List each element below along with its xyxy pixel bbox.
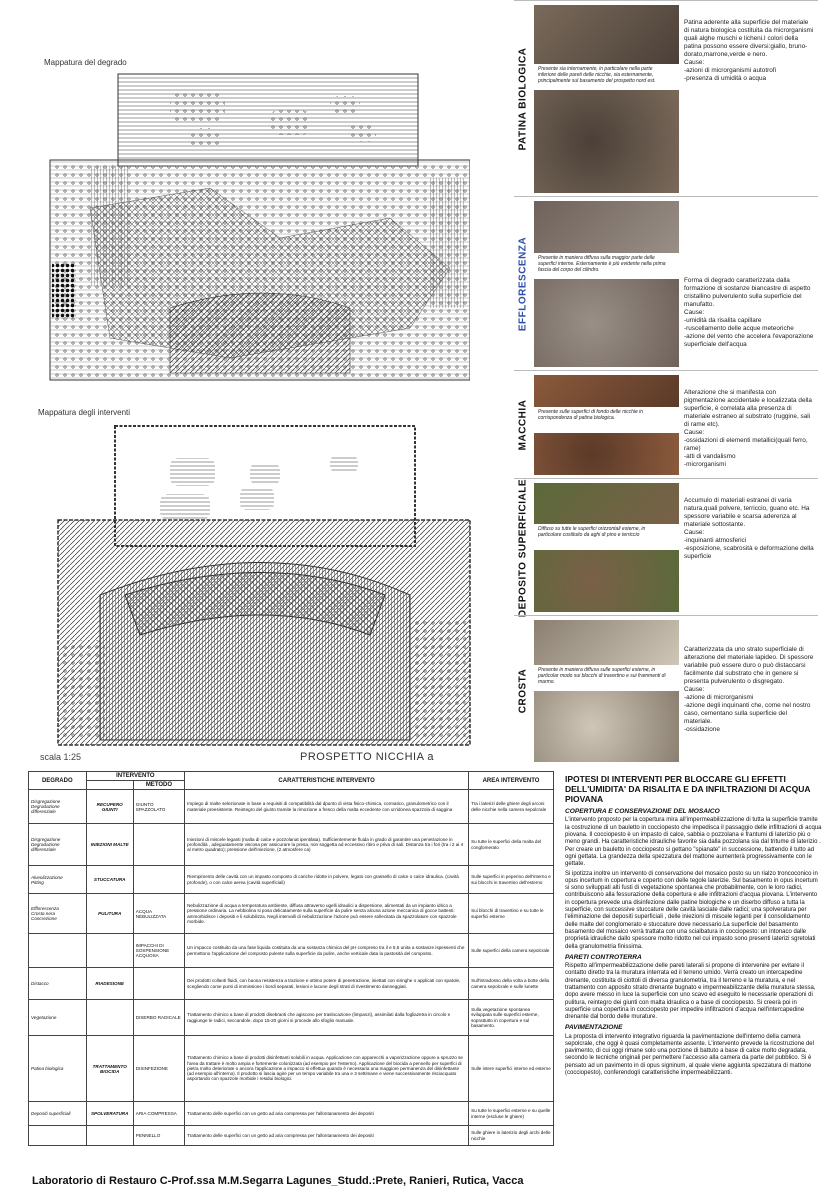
degradation-panel (514, 370, 818, 479)
degradation-photo (534, 279, 679, 367)
description-line: Cause: (684, 309, 705, 316)
description-line: -umidità da risalita capillare (684, 317, 762, 324)
cell-caratteristiche: Riempimento delle cavità con un impasto composto di cariche ridotte in polvere, legato con grassello di calce o calce idraulica. (cavità profonde), o con calce aerea (cavità superficiali) (185, 866, 469, 894)
panel-label (514, 616, 532, 766)
description-line: Forma di degrado caratterizzata dalla formazione di sostanze biancastre di aspetto cristallino pulverulento sulla superficie del manufatto. (684, 277, 811, 308)
th-degrado: DEGRADO (29, 772, 87, 790)
cell-metodo: IMPACCHI DI SOSPENSIONE ACQUOSA (133, 934, 184, 968)
panel-description (684, 389, 814, 469)
description-line: -esposizione, scabrosità e deformazione della superficie (684, 545, 814, 560)
cell-area: Tra i laterizi delle ghiere degli arconi delle nicchie nella camera sepolcrale (469, 790, 554, 824)
footer-credits: Laboratorio di Restauro C-Prof.ssa M.M.Segarra Lagunes_Studd.:Prete, Ranieri, Rutica, Vacca (32, 1175, 524, 1187)
hypothesis-title: IPOTESI DI INTERVENTI PER BLOCCARE GLI EFFETTI DELL'UMIDITA' DA RISALITA E DA INFILTRAZIONI DI ACQUA PIOVANA (565, 774, 811, 804)
drawing-scale: scala 1:25 (40, 752, 82, 762)
interventions-table (28, 771, 554, 1146)
table-row (29, 866, 554, 894)
cell-metodo: PENNELLO (133, 1126, 184, 1146)
cell-area: Sulle superfici della camera sepolcrale (469, 934, 554, 968)
description-line: Cause: (684, 59, 705, 66)
panel-description (684, 277, 814, 349)
panel-label (514, 1, 532, 197)
paragraph: Si ipotizza inoltre un intervento di conservazione del mosaico posto su un rialzo troncoconico in opus incertum in copertura e coperto con delle tegole laterizie. Sul basamento in opus incertum si sono sviluppati alti fusti di vegetazione spontanea che probabilmente, con le loro radici, contribuiscono alla fessurazione della copertura e alle infiltrazioni d'acqua piovana. L'intervento in copertura prevede una disinfezione dalle patine biologiche e un diserbo diffuso a tutta la superficie, con successive stuccature delle cavità lasciate dalle radici; una spolveratura per l'eliminazione dei depositi superficiali , delle iniezioni di miscele leganti per il consolidamento delle malte del conglomerato e stuccature dove necessario.La superficie del basamento basamento del mosaico verrà trattata con una scialbatura in cocciopesto: un intonaco dalle proprietà idrauliche dallo spessore molto ridotto nel cui impasto sono presenti laterizi sgretolati della granulometria finissima. (565, 870, 818, 950)
cell-intervento: RIADESIONE (86, 968, 133, 1000)
cell-caratteristiche: Trattamento chimico a base di prodotti disinfettanti solubili in acqua. Applicazione con apparecchi a vaporizzazione oppure a spruzzo se l'area da trattare è molto ampia e fortemente colonizzata (ad esempio per l'esterno). Applicazione del biocida a pennello per superfici di pietra molto deteriorate o ancora l'applicazione a impacco si effettua quando è necessaria una maggiore permanenza del disinfettante (ad esempio all'interno). Il prodotto si lascia agire per un tempo variabile tra una e 3 settimane e viene successivamente risciacquato asportando con spazzole morbide i residui biologici. (185, 1036, 469, 1102)
degradation-panel (514, 478, 818, 616)
table-row (29, 1000, 554, 1036)
cell-degrado: Efflorescenza Crosta nera Concrezione (29, 894, 87, 934)
cell-caratteristiche: Un impacco costituito da una fase liquida costituita da una sostanza chimica del pH compreso tra il e 5,5 unita a sostanze ispessenti che permettono l'applicazione del composto pulente sulla superficie da pulire, anche verticale data la pastosità del composto. (185, 934, 469, 968)
cell-area: Su tutte le superfici della malta del conglomerato (469, 824, 554, 866)
intervention-hypothesis-text (565, 775, 823, 1079)
section-copertura: COPERTURA E CONSERVAZIONE DEL MOSAICO (565, 808, 720, 816)
paragraph: Rispetto all'impermeabilizzazione delle pareti laterali si propone di intervenire per evitare il contatto diretto tra la muratura interrata ed il terreno umido. Verrà creato un intercapedine drenante, costituita di ciottoli di diversa granulometria, tra il terreno e la muratura, e nel trattamento con apposito strato drenante bugnato e impermeabilizzante della muratura stessa, dopo avere messo in luce la superficie con uno scavo ed eseguito le necessarie operazioni di pulitura, reintegro dei giunti con malta idraulica o a base di cocciopesto. Si creerà poi in superficie una copertina in cocciopesto per impedire infiltrazioni d'acqua nell'intercapedine drenante dal bordo delle murature. (565, 962, 816, 1021)
cell-area: Sulla vegetazione spontanea sviluppata sulle superfici esterne, soprattutto in copertura e sul basamento. (469, 1000, 554, 1036)
degradation-panel (514, 0, 818, 197)
cell-intervento: STUCCATURA (86, 866, 133, 894)
panel-location-note: Presente sia internamente, in particolare nella parte inferiore delle pareti delle nicchie, sia esternamente, principalmente sul basamento del prospetto nord est. (538, 66, 656, 84)
description-line: Cause: (684, 429, 705, 436)
description-line: -ossidazione (684, 726, 720, 733)
cell-intervento (86, 934, 133, 968)
description-line: Cause: (684, 529, 705, 536)
panel-location-note: Presente in maniera diffusa sulle superfici esterne, in particolar modo sui blocchi di travertino e sui frammenti di marmo. (538, 667, 666, 685)
degradation-photo (534, 691, 679, 762)
degradation-photo (534, 375, 679, 407)
description-line: Caratterizzata da uno strato superficiale di alterazione del materiale lapideo. Di spessore variabile può essere duro o può distaccarsi facilmente dal substrato che in genere si presenta pulverulento o disgregato. (684, 646, 814, 685)
cell-caratteristiche: Nebulizzazione di acqua a temperatura ambiente, diffusa attraverso ugelli idraulici a dispersione, alimentati da un impianto idrico a pressione ordinaria. La nebbiolina si posa delicatamente sulla superficie da pulire senza alcuna azione meccanica di gocce battenti: ammorbidisce i depositi e li solubilizza. Negli intervalli di nebulizzazione l'azione può essere sollecitata da spazzolature con spazzole morbide. (185, 894, 469, 934)
degradation-photo (534, 550, 679, 612)
panel-label-text: MACCHIA (517, 399, 529, 451)
panel-label (514, 371, 532, 479)
cell-degrado: Disgregazione Degradazione differenziale (29, 824, 87, 866)
description-line: -azione del vento che accelera l'evaporazione superficiale dell'acqua (684, 333, 814, 348)
panel-label-text: DEPOSITO SUPERFICIALE (517, 478, 529, 617)
section-pavimentazione: PAVIMENTAZIONE (565, 1024, 623, 1032)
description-line: -azioni di microrganismi autotrofi (684, 67, 776, 74)
cell-degrado: Vegetazione (29, 1000, 87, 1036)
degradation-photo (534, 201, 679, 253)
description-line: Patina aderente alla superficie del materiale di natura biologica costituita da microrganismi quali alghe muschi e licheni.I colori della patina possono essere diversi:giallo, bruno-dorato,marrone,verde e nero. (684, 19, 814, 58)
degradation-panel (514, 615, 818, 766)
panel-location-note: Diffuso su tutte le superfici orizzontali esterne, in particolare costituito da aghi di pino e terriccio (538, 526, 646, 538)
degradation-photo (534, 90, 679, 193)
degradation-photo (534, 5, 679, 64)
table-row (29, 1102, 554, 1126)
degradation-panel (514, 196, 818, 371)
interventions-map-drawing (30, 420, 475, 750)
cell-intervento: SPOLVERATURA (86, 1102, 133, 1126)
cell-caratteristiche: Dei prodotti collanti fluidi, con buona resistenza a trazione e ottimo potere di penetrazione, iniettati con siringhe o applicati con spatole, scegliendo come punti di immissione i bordi separati, lesioni e lacune degli strati di rivestimento danneggiati. (185, 968, 469, 1000)
panel-label-text: CROSTA (517, 668, 529, 714)
description-line: Accumulo di materiali estranei di varia natura,quali polvere, terriccio, guano etc. Ha spessore variabile e scarsa aderenza al materiale sottostante. (684, 497, 810, 528)
description-line: -inquinanti atmosferici (684, 537, 747, 544)
drawing-caption: PROSPETTO NICCHIA a (300, 751, 434, 763)
cell-degrado: Patina biologica (29, 1036, 87, 1102)
cell-metodo: ACQUA NEBULIZZATA (133, 894, 184, 934)
paragraph: L'intervento proposto per la copertura mira all'impermeabilizzazione di tutta la superficie tramite la costruzione di un bauletto in cocciopesto che impedisca il passaggio delle infiltrazioni di acqua piovana. Il cocciopesto è un impasto di calce, sabbia o pozzolana e frantumi di laterizio più o meno grandi. Ha caratteristiche idrauliche favorite sia dalla pozzolana sia dal tritume di laterizio . Per creare un bauletto in cocciopesto si gettano "spianate" in successione, battendo il tutto ad ogni gettata. La grandezza della spezzatura del mattone aumenterà progressivamente con le gettate. (565, 817, 822, 868)
cell-area: Sui blocchi di travertino e su tutte le superfici esterne (469, 894, 554, 934)
degradation-photo (534, 433, 679, 475)
cell-caratteristiche: Iniezioni di miscele leganti (malta di calce e pozzolanat ipentilata). Sufficientemente fluida in grado di garantire una penetrazione in profondità , adeguatamente viscosa per assicurare la presa, non soggetta ad eccessivo ritiro e priva di sali. Distanza tra i fori (tra i 2 ai 4 al metro quadrato); pressione dell'iniezione, (2 atmosfere ca) (185, 824, 469, 866)
cell-caratteristiche: Impiego di malte selezionate in base a requisiti di compatibilità dal dpunto di vista fisico-chimica, cormatico, granulometrico con il materiale preesistente. Reintegro del giunto tramite la rimozione a fresco della malta eccedente con un'idonea spazzola di saggina (185, 790, 469, 824)
table-row (29, 894, 554, 934)
description-line: -microrganismi (684, 461, 726, 468)
cell-metodo: DISINFEZIONE (133, 1036, 184, 1102)
cell-area: Sulle intere superfici interne ed esterne (469, 1036, 554, 1102)
table-row (29, 1126, 554, 1146)
panel-description (684, 497, 814, 561)
cell-metodo: DISERBO RADICALE (133, 1000, 184, 1036)
table-row (29, 824, 554, 866)
cell-degrado: Depositi superficiali (29, 1102, 87, 1126)
cell-area: Sulle ghiere in laterizio degli archi delle nicchie (469, 1126, 554, 1146)
top-drawing-title: Mappatura del degrado (44, 58, 127, 67)
description-line: Cause: (684, 686, 705, 693)
description-line: Alterazione che si manifesta con pigmentazione accidentale e localizzata della superficie, è correlata alla presenza di materiale estraneo al substrato (ruggine, sali di rame etc). (684, 389, 812, 428)
panel-location-note: Presente sulle superfici di fondo delle nicchie in corrispondenza di patina biologica. (538, 409, 644, 421)
paragraph: La proposta di intervento integrativo riguarda la pavimentazione dell'interno della camera sepolcrale, che oggi è quasi completamente assente. L'intervento prevede la ricostruzione del pavimento, di cui oggi rimane solo una porzione di battuto a base di calce molto degradata, secondo le tecniche originali per permettere l'accesso alla camera da parte del pubblico. Si è pensato ad un pavimento in di opus signinum, al quale viene aggiunta spezzatura di mattone (cocciopesto), conferendogli caratteristiche impermeabilizzanti. (565, 1033, 814, 1077)
degradation-map-drawing (30, 68, 470, 383)
cell-area: Sulle superfici in peperino dell'interno e sui blocchi in travertino dell'esterno (469, 866, 554, 894)
cell-intervento (86, 1126, 133, 1146)
panel-label-text: PATINA BIOLOGICA (517, 47, 529, 151)
description-line: -azione degli inquinanti che, come nel nostro caso, cementano sulla superficie del materiale. (684, 702, 811, 725)
cell-caratteristiche: Trattamento delle superfici con un getto ad aria compressa per l'allontanamento dei depositi (185, 1126, 469, 1146)
th-intervento: INTERVENTO (86, 772, 184, 781)
table-row (29, 968, 554, 1000)
description-line: -ossidazioni di elementi metallici(quali ferro, rame) (684, 437, 808, 452)
panel-description (684, 646, 814, 734)
cell-intervento (86, 1000, 133, 1036)
th-area: AREA INTERVENTO (469, 772, 554, 790)
cell-caratteristiche: Trattamento chimico a base di prodotti disebranti che agiscono per traslocazione (limpanzi), assimilati dalla fogliazetra in circolo e raggiunge le radici, seccandole. dopo 15-20 giorni si procede allo sfoglio manuale. (185, 1000, 469, 1036)
cell-area: Su tutte le superfici esterne e su quelle interne (escluse le ghiere) (469, 1102, 554, 1126)
description-line: -azione di microrganismi (684, 694, 754, 701)
description-line: -ruscellamento delle acque meteoriche (684, 325, 794, 332)
cell-degrado: Distacco (29, 968, 87, 1000)
panel-location-note: Presente in maniera diffusa sulla maggior parte delle superfici interne. Esternamente è più evidente nella prima fascia del corpo del cilindro. (538, 255, 666, 273)
description-line: -atti di vandalismo (684, 453, 736, 460)
table-row (29, 934, 554, 968)
cell-metodo (133, 824, 184, 866)
cell-metodo (133, 968, 184, 1000)
bottom-drawing-title: Mappatura degli interventi (38, 408, 131, 417)
degradation-photo (534, 483, 679, 524)
degradation-photo (534, 620, 679, 665)
th-caratteristiche: CARATTERISTICHE INTERVENTO (185, 772, 469, 790)
cell-degrado (29, 934, 87, 968)
table-row (29, 1036, 554, 1102)
cell-degrado (29, 1126, 87, 1146)
description-line: -presenza di umidità o acqua (684, 75, 767, 82)
table-row (29, 790, 554, 824)
panel-label-text: EFFLORESCENZA (517, 236, 529, 332)
cell-degrado: Disgregazione Degradazione differenziale (29, 790, 87, 824)
cell-metodo: GIUNTO SPAZZOLATO (133, 790, 184, 824)
section-pareti: PARETI CONTROTERRA (565, 953, 642, 961)
cell-metodo (133, 866, 184, 894)
panel-label (514, 479, 532, 616)
cell-intervento: RECUPERO GIUNTI (86, 790, 133, 824)
panel-label (514, 197, 532, 371)
panel-description (684, 19, 814, 83)
cell-intervento: PULITURA (86, 894, 133, 934)
cell-area: Sull'intradosso della volta a botte della camera sepolcrale e sulle lunette (469, 968, 554, 1000)
cell-metodo: ARIA COMPRESSA (133, 1102, 184, 1126)
cell-intervento: INIEZIONI MALTE (86, 824, 133, 866)
cell-intervento: TRATTAMENTO BIOCIDA (86, 1036, 133, 1102)
cell-degrado: Alveolizzazione Pitting (29, 866, 87, 894)
th-metodo: METODO (133, 781, 184, 790)
cell-caratteristiche: Trattamento delle superfici con un getto ad aria compressa per l'allontanamento dei depositi (185, 1102, 469, 1126)
